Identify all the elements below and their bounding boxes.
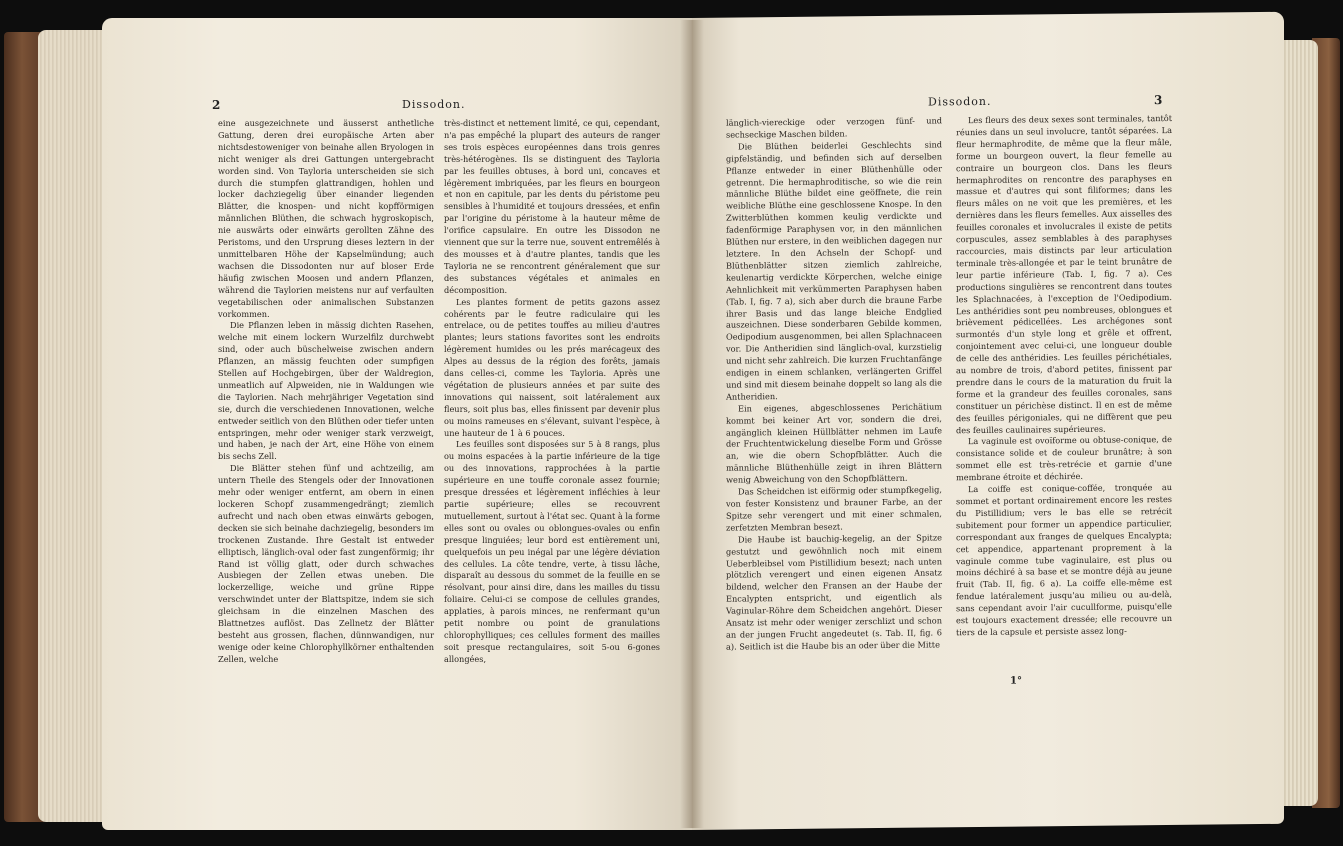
running-head: Dissodon. [402, 98, 466, 111]
paragraph: länglich-viereckige oder verzogen fünf- und sechseckige Maschen bilden. [726, 115, 942, 140]
left-page [102, 18, 692, 830]
paragraph: Das Scheidchen ist eiförmig oder stumpfkegelig, von fester Konsistenz und brauner Farbe, an der Spitze sehr verengert und mit einer schmalen, zerfetzten Membran besezt. [726, 484, 942, 533]
running-head: Dissodon. [928, 94, 992, 109]
paragraph: Die Blätter stehen fünf und achtzeilig, am untern Theile des Stengels oder der Innovationen mehr oder weniger entfernt, am obern in einen lockeren Schopf zusammengedrängt; ziemlich aufrecht und nach oben etwas einwärts gebogen, decken sie sich beinahe dachziegelig, besonders im trockenen Zustande. Ihre Gestalt ist entweder elliptisch, länglich-oval oder fast zungenförmig; ihr Rand ist völlig glatt, oder durch schwaches Ausbiegen der Zellen etwas uneben. Die lockerzellige, weiche und grüne Rippe verschwindet unter der Blattspitze, indem sie sich gleichsam in die einzelnen Maschen des Blattnetzes auflöst. Das Zellnetz der Blätter besteht aus grossen, flachen, dünnwandigen, nur wenige oder keine Chlorophyllkörner enthaltenden Zellen, welche [218, 463, 434, 664]
french-column [956, 113, 1172, 639]
open-book [4, 10, 1340, 838]
paragraph: eine ausgezeichnete und äusserst anthetliche Gattung, deren drei europäische Arten aber nichtsdestoweniger von beinahe allen Bryologen in nicht weniger als drei Gattungen untergebracht worden sind. Von Tayloria unterscheiden sie sich durch die stumpfen glattrandigen, hohlen und locker dachziegelig über einander liegenden Blätter, die knospen- und nicht kopfförmigen männlichen Blüthen, die schwach hygroskopisch, nie auswärts oder einwärts gerollten Zähne des Peristoms, und den Ursprung dieses leztern in der unmittelbaren Höhe der Kapselmündung; auch wachsen die Dissodonten nur auf bloser Erde häufig zwischen Moosen und andern Pflanzen, während die Taylorien meistens nur auf verfaulten vegetabilischen oder animalischen Substanzen vorkommen. [218, 118, 434, 319]
paragraph: Les plantes forment de petits gazons assez cohérents par le feutre radiculaire qui les entrelace, ou de petites touffes au milieu d'autres plantes; leurs stations favorites sont les endroits légèrement humides ou les prés marécageux des Alpes au dessus de la région des forêts, jamais dans celles-ci, comme les Tayloria. Après une végétation de plusieurs années et par suite des innovations qui naissent, soit latéralement aux fleurs, soit plus bas, elles finissent par devenir plus ou moins rameuses en s'élevant, suivant l'espèce, à une hauteur de 1 à 6 pouces. [444, 296, 660, 438]
paragraph: Les feuilles sont disposées sur 5 à 8 rangs, plus ou moins espacées à la partie inférieure de la tige ou des innovations, rapprochées à la partie supérieure en une touffe coronale assez fournie; presque dressées et légèrement infléchies à leur partie supérieure; elles se recouvrent mutuellement, surtout à l'état sec. Quant à la forme elles sont ou ovales ou oblongues-ovales ou enfin presque linguiées; leur bord est entièrement uni, quelquefois un peu inégal par une légère déviation des cellules. La côte tendre, verte, à tissu lâche, disparaît au dessous du sommet de la feuille en se résolvant, pour ainsi dire, dans les mailles du tissu foliaire. Celui-ci se compose de cellules grandes, applaties, à parois minces, ne renfermant qu'un petit nombre ou point de granulations chlorophylliques; ces cellules forment des mailles soit presque rectangulaires, soit 5-ou 6-gones allongées, [444, 439, 660, 664]
page-edges-right [1278, 40, 1318, 806]
page-number: 2 [212, 98, 221, 112]
paragraph: Die Haube ist bauchig-kegelig, an der Spitze gestutzt und gewöhnlich noch mit einem Ueberbleibsel vom Pistillidium besezt; nach unten plötzlich verengert und einen eigenen Ansatz bildend, welcher den Fransen an der Haube der Encalypten entspricht, und eigentlich als Vaginular-Röhre dem Scheidchen angehört. Dieser Ansatz ist mehr oder weniger zerschlizt und schon an der jungen Frucht angedeutet (s. Tab. II, fig. 6 a). Seitlich ist die Haube bis an oder über die Mitte [726, 532, 942, 652]
right-page [692, 12, 1284, 830]
paragraph: Ein eigenes, abgeschlossenes Perichätium kommt bei keiner Art vor, sondern die drei, angänglich kleinen Hüllblätter nehmen im Laufe der Fruchtentwickelung dieselbe Form und Grösse an, wie die obern Schopfblätter. Auch die männliche Blüthenhülle zeigt in ihren Blättern wenig Abweichung von den Schopfblättern. [726, 401, 942, 485]
german-column [218, 118, 434, 666]
paragraph: La vaginule est ovoïforme ou obtuse-conique, de consistance solide et de couleur brunâtre; à son sommet elle est très-retrécie et garnie d'une membrane étroite et déchirée. [956, 434, 1172, 483]
paragraph: Les fleurs des deux sexes sont terminales, tantôt réunies dans un seul involucre, tantôt séparées. La fleur hermaphrodite, de même que la fleur mâle, forme un bourgeon ouvert, la fleur femelle au contraire un bourgeon clos. Dans les fleurs hermaphrodites on rencontre des paraphyses en massue et d'autres qui sont filiformes; dans les fleurs mâles on ne voit que les premières, et les dernières dans les fleurs femelles. Aux aisselles des feuilles coronales et involucrales il existe de petits corpuscules, assez semblables à des paraphyses raccourcies, mais distincts par leur articulation terminale très-allongée et par le teint brunâtre de leur partie inférieure (Tab. I, fig. 7 a). Ces productions singulières se rencontrent dans toutes les Splachnacées, à l'exception de l'Oedipodium. Les anthéridies sont peu nombreuses, oblongues et brièvement pédicellées. Les archégones sont surmontés d'un style long et grêle et offrent, conjointement avec celui-ci, une longueur double de celle des anthéridies. Les feuilles périchétiales, au nombre de trois, d'abord petites, finissent par prendre dans le cours de la maturation du fruit la forme et la grandeur des feuilles coronales, sans constituer un périchèse distinct. Il en est de même des feuilles périgoniales, qui ne diffèrent que peu des feuilles caulinaires supérieures. [956, 112, 1172, 435]
paragraph: Die Blüthen beiderlei Geschlechts sind gipfelständig, und befinden sich auf derselben Pflanze entweder in einer Blüthenhülle oder getrennt. Die hermaphroditische, so wie die rein männliche Blüthe bildet eine geöffnete, die rein weibliche Blüthe eine geschlossene Knospe. In den Zwitterblüthen kommen keulig verdickte und fadenförmige Paraphysen vor, in den männlichen Blüthen nur erstere, in den weiblichen dagegen nur letztere. In den Achseln der Schopf- und Blüthenblätter sitzen ziemlich zahlreiche, keulenartig verdickte Körperchen, welche einige Aehnlichkeit mit verkümmerten Paraphysen haben (Tab. I, fig. 7 a), sich aber durch die braune Farbe ihrer Basis und das lange bleiche Endglied auszeichnen. Diese sonderbaren Gebilde kommen, Oedipodium ausgenommen, bei allen Splachnaceen vor. Die Antheridien sind länglich-oval, kurzstielig und nicht sehr zahlreich. Die kurzen Fruchtanfänge endigen in einem schlanken, verlängerten Griffel und sind mit diesem beinahe doppelt so lang als die Antheridien. [726, 139, 942, 402]
paragraph: La coiffe est conique-coffée, tronquée au sommet et portant ordinairement encore les restes du Pistillidium; vers le bas elle se retrécit subitement pour former un appendice particulier, correspondant aux franges de quelques Encalypta; cet appendice, appartenant proprement à la vaginule comme tube vaginulaire, est plus ou moins déchiré à sa base et se montre déjà au jeune fruit (Tab. II, fig. 6 a). La coiffe elle-même est fendue latéralement jusqu'au milieu ou au-delà, sans cependant avoir l'air cucullforme, puisqu'elle est toujours exactement dressée; elle recouvre un tiers de la capsule et persiste assez long- [956, 482, 1172, 638]
page-edges-left [38, 30, 110, 822]
paragraph: Die Pflanzen leben in mässig dichten Rasehen, welche mit einem lockern Wurzelfilz durchwebt sind, oder auch büschelweise zwischen andern Pflanzen, an mässig feuchten oder sumpfigen Stellen auf Hochgebirgen, über der Waldregion, unmeatlich auf Alpweiden, nie in Waldungen wie die Taylorien. Nach mehrjähriger Vegetation sind sie, durch die verschiedenen Innovationen, welche entweder seitlich von den Blüthen oder tiefer unten entspringen, mehr oder weniger stark verzweigt, und haben, je nach der Art, eine Höhe von einem bis sechs Zell. [218, 320, 434, 462]
signature-mark: 1° [1010, 675, 1022, 687]
paragraph: très-distinct et nettement limité, ce qui, cependant, n'a pas empêché la plupart des auteurs de ranger ses trois espèces européennes dans trois genres très-hétérogènes. Ils se distinguent des Tayloria par les feuilles obtuses, à bord uni, concaves et légèrement imbriquées, par les fleurs en bourgeon et non en capitule, par les dents du péristome peu sensibles à l'humidité et toujours dressées, et enfin par l'origine du péristome à la hauteur même de l'orifice capsulaire. En outre les Dissodon ne viennent que sur la terre nue, souvent entremêlés à des mousses et à d'autre plantes, tandis que les Tayloria ne se rencontrent généralement que sur des substances végétales et animales en décomposition. [444, 118, 660, 295]
french-column [444, 118, 660, 666]
german-column [726, 115, 942, 653]
page-number: 3 [1154, 93, 1163, 108]
